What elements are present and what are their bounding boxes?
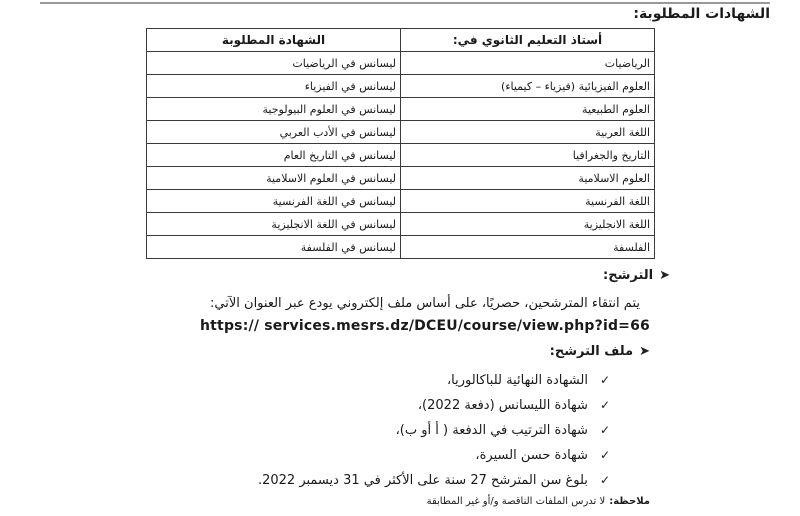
table-row (147, 121, 655, 144)
subject-cell: التاريخ والجغرافيا (401, 144, 655, 167)
certificate-cell: ليسانس في اللغة الانجليزية (147, 213, 401, 236)
table-row (147, 98, 655, 121)
certificate-cell: ليسانس في الفلسفة (147, 236, 401, 259)
subject-cell: اللغة العربية (401, 121, 655, 144)
application-url-link[interactable]: https:// services.mesrs.dz/DCEU/course/view.php?id=66 (200, 318, 650, 334)
subject-cell: العلوم الفيزيائية (فيزياء – كيمياء) (401, 75, 655, 98)
check-icon: ✓ (599, 423, 610, 437)
arrow-bullet-icon: ➤ (639, 344, 650, 359)
table-row (147, 190, 655, 213)
table-row (147, 52, 655, 75)
header-certificate: الشهادة المطلوبة (147, 29, 401, 52)
table-header-row (147, 29, 655, 52)
note-text: لا تدرس الملفات الناقصة و/أو غير المطابقة (426, 496, 606, 507)
header-subject: أستاذ التعليم الثانوي في: (401, 29, 655, 52)
note-label: ملاحظة: (609, 496, 650, 507)
subject-cell: العلوم الاسلامية (401, 167, 655, 190)
subject-cell: الرياضيات (401, 52, 655, 75)
cut-off-top-line (40, 0, 770, 4)
certificate-cell: ليسانس في التاريخ العام (147, 144, 401, 167)
certificate-cell: ليسانس في العلوم الاسلامية (147, 167, 401, 190)
certificate-cell: ليسانس في العلوم البيولوجية (147, 98, 401, 121)
table-row (147, 167, 655, 190)
list-item: ✓شهادة الليسانس (دفعة 2022)، (258, 393, 610, 418)
note-line (427, 496, 650, 507)
required-certificates-heading: الشهادات المطلوبة: (633, 6, 770, 22)
list-item: ✓بلوغ سن المترشح 27 سنة على الأكثر في 31 ديسمبر 2022. (258, 468, 610, 493)
certificate-cell: ليسانس في الفيزياء (147, 75, 401, 98)
certificates-table (146, 28, 655, 259)
file-section-title: ➤ملف الترشح: (549, 344, 650, 359)
list-item: ✓شهادة حسن السيرة، (258, 443, 610, 468)
table-row (147, 144, 655, 167)
table-row (147, 236, 655, 259)
subject-cell: اللغة الانجليزية (401, 213, 655, 236)
check-icon: ✓ (599, 448, 610, 462)
table-row (147, 75, 655, 98)
subject-cell: الفلسفة (401, 236, 655, 259)
check-icon: ✓ (599, 373, 610, 387)
certificate-cell: ليسانس في الأدب العربي (147, 121, 401, 144)
certificate-cell: ليسانس في اللغة الفرنسية (147, 190, 401, 213)
check-icon: ✓ (599, 398, 610, 412)
arrow-bullet-icon: ➤ (659, 268, 670, 283)
list-item: ✓شهادة الترتيب في الدفعة ( أ أو ب)، (258, 418, 610, 443)
subject-cell: العلوم الطبيعية (401, 98, 655, 121)
candidacy-text: يتم انتقاء المترشحين، حصريًا، على أساس ملف إلكتروني يودع عبر العنوان الآتي: (210, 296, 640, 311)
certificate-cell: ليسانس في الرياضيات (147, 52, 401, 75)
check-icon: ✓ (599, 473, 610, 487)
file-requirements-list (258, 368, 610, 493)
candidacy-section-title: ➤الترشح: (603, 268, 670, 283)
table-row (147, 213, 655, 236)
list-item: ✓الشهادة النهائية للباكالوريا، (258, 368, 610, 393)
subject-cell: اللغة الفرنسية (401, 190, 655, 213)
